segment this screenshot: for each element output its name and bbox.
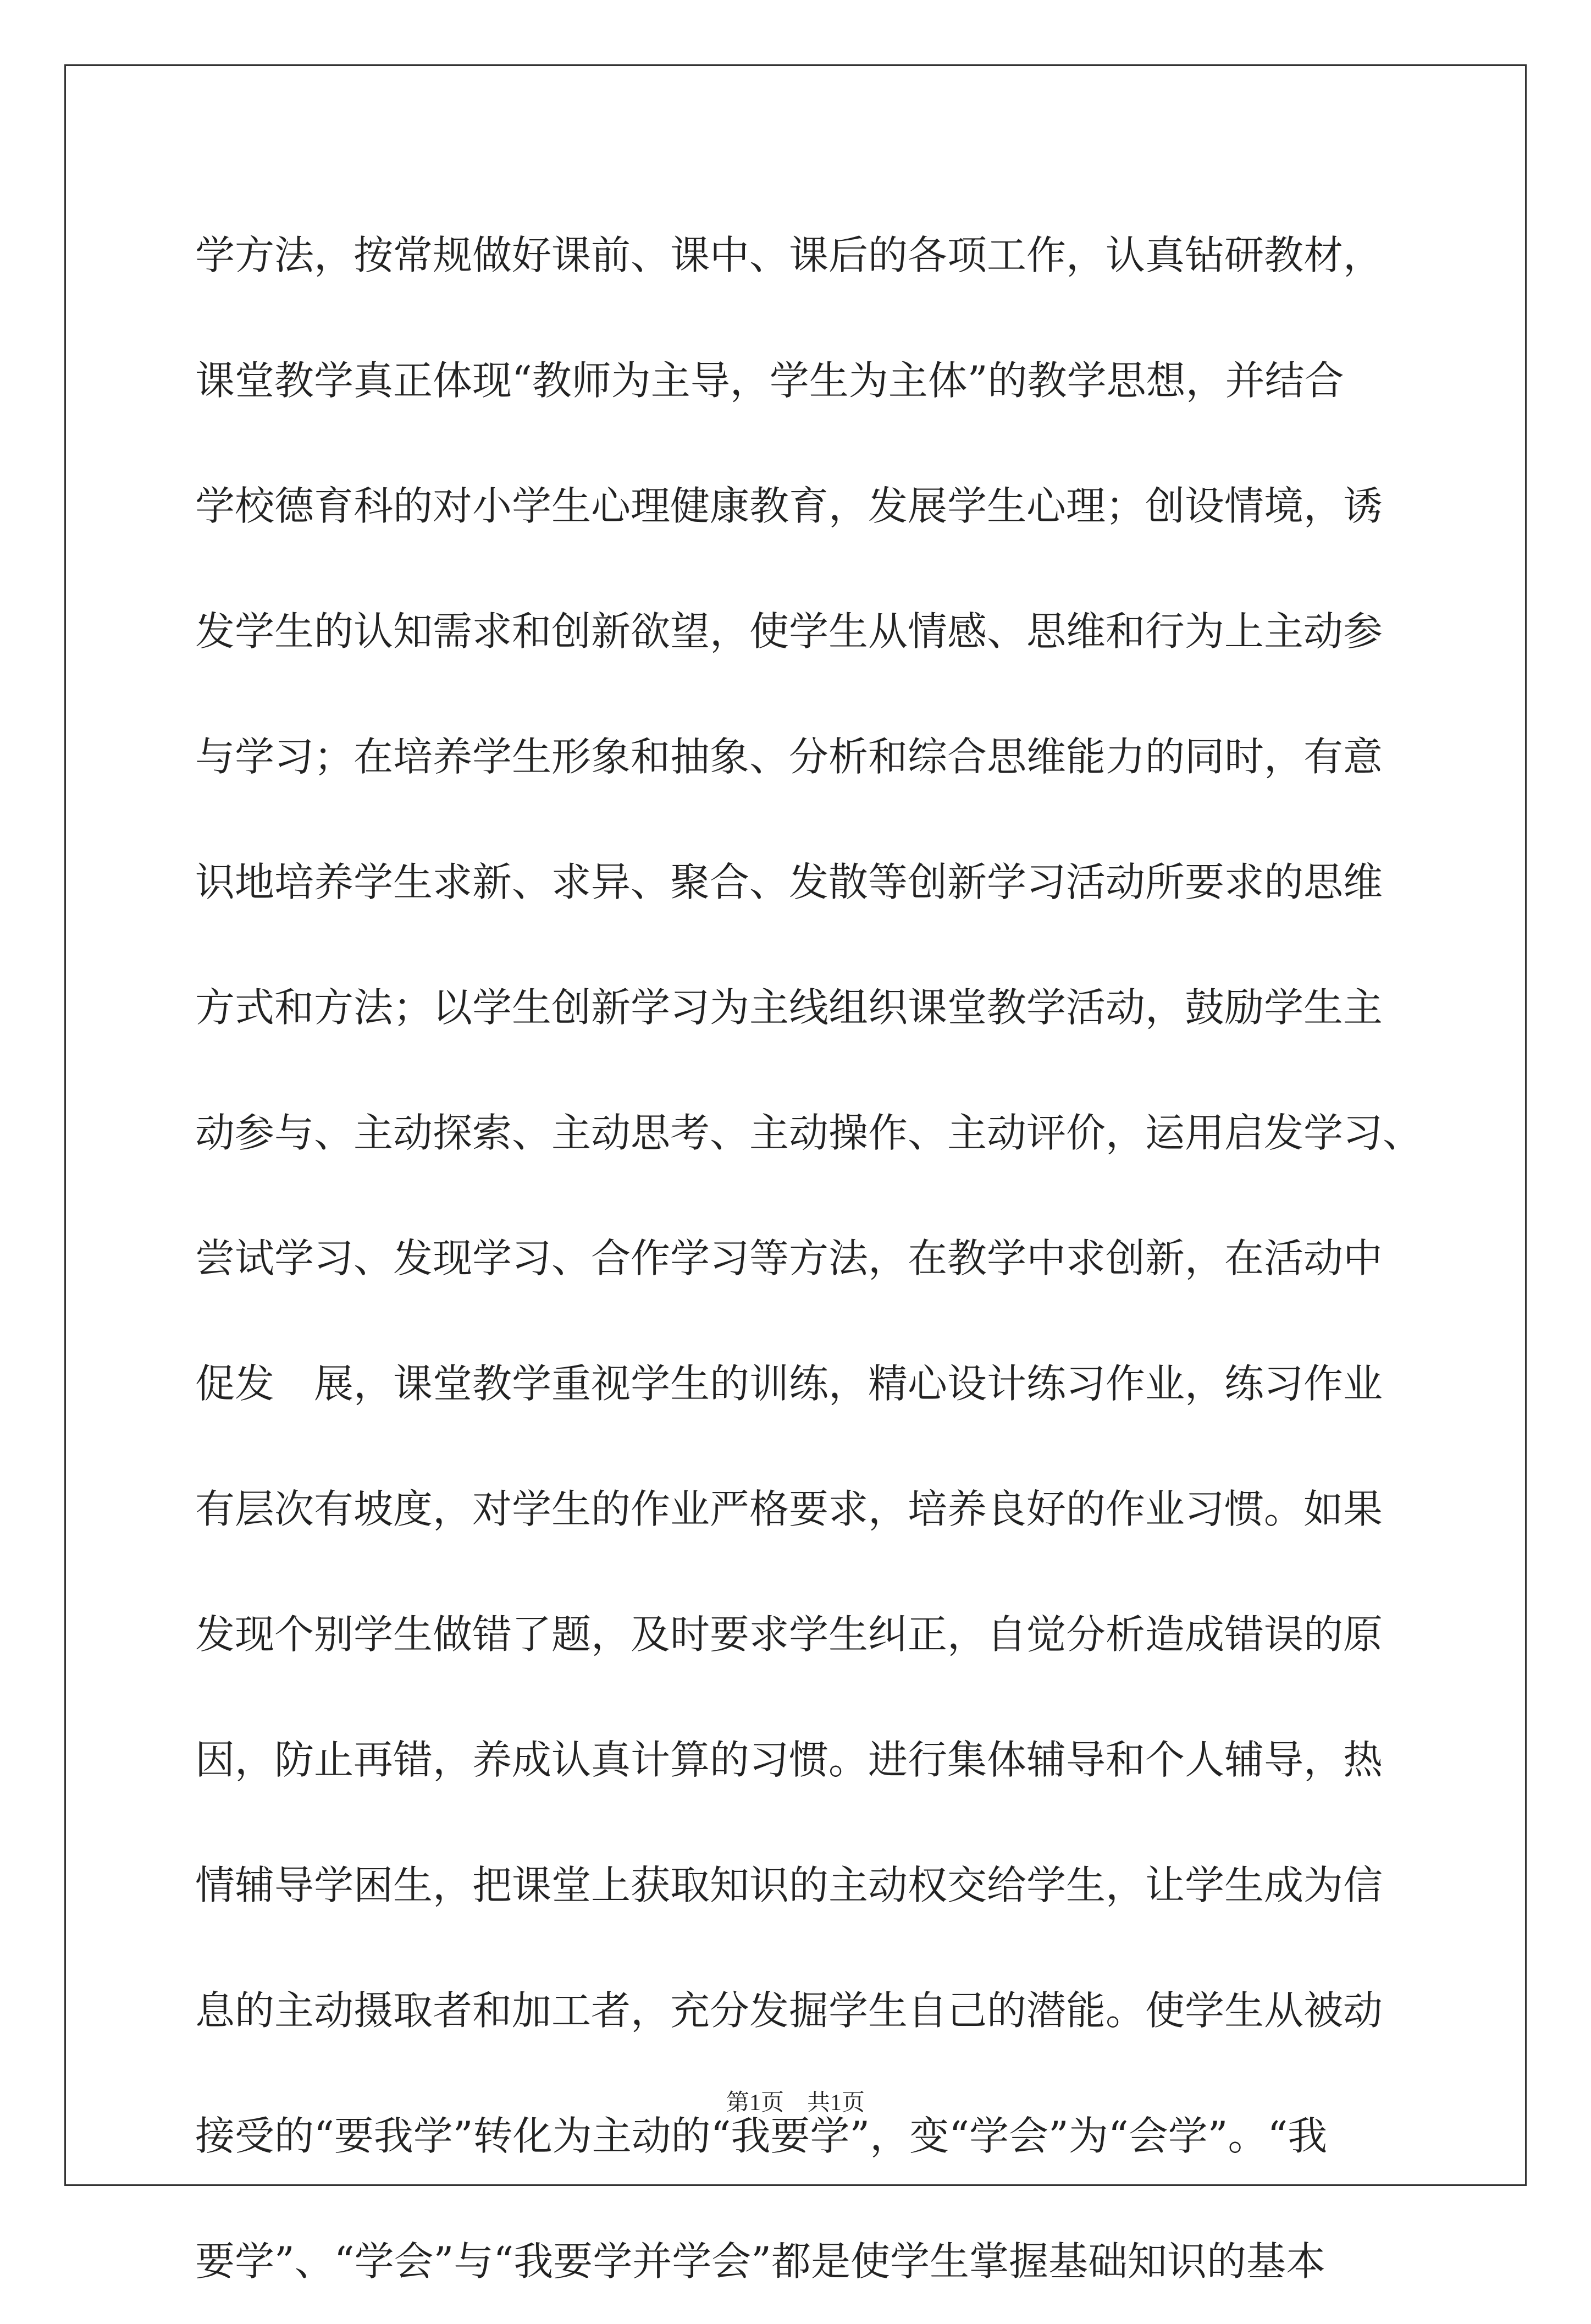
text-line: 学方法，按常规做好课前、课中、课后的各项工作，认真钻研教材， <box>195 232 1383 278</box>
text-line: 情辅导学困生，把课堂上获取知识的主动权交给学生，让学生成为信 <box>195 1862 1383 1908</box>
text-line: 学校德育科的对小学生心理健康教育，发展学生心理；创设情境，诱 <box>195 483 1383 529</box>
text-line: 因，防止再错，养成认真计算的习惯。进行集体辅导和个人辅导，热 <box>195 1737 1383 1783</box>
text-line: 要学”、“学会”与“我要学并学会”都是使学生掌握基础知识的基本 <box>195 2238 1326 2284</box>
text-line: 发学生的认知需求和创新欲望，使学生从情感、思维和行为上主动参 <box>195 608 1383 654</box>
text-line: 识地培养学生求新、求异、聚合、发散等创新学习活动所要求的思维 <box>195 859 1383 905</box>
text-line: 动参与、主动探索、主动思考、主动操作、主动评价，运用启发学习、 <box>195 1110 1423 1156</box>
text-line: 与学习；在培养学生形象和抽象、分析和综合思维能力的同时，有意 <box>195 734 1383 780</box>
text-line: 课堂教学真正体现“教师为主导，学生为主体”的教学思想，并结合 <box>195 357 1344 404</box>
text-line: 促发 展，课堂教学重视学生的训练，精心设计练习作业，练习作业 <box>195 1361 1383 1407</box>
document-body <box>195 192 1423 2324</box>
text-line: 接受的“要我学”转化为主动的“我要学”，变“学会”为“会学”。“我 <box>195 2113 1328 2159</box>
text-line: 方式和方法；以学生创新学习为主线组织课堂教学活动，鼓励学生主 <box>195 984 1383 1031</box>
text-line: 息的主动摄取者和加工者，充分发掘学生自己的潜能。使学生从被动 <box>195 1987 1383 2034</box>
text-line: 尝试学习、发现学习、合作学习等方法，在教学中求创新，在活动中 <box>195 1235 1383 1281</box>
text-line: 有层次有坡度，对学生的作业严格要求，培养良好的作业习惯。如果 <box>195 1486 1383 1532</box>
text-line: 发现个别学生做错了题，及时要求学生纠正，自觉分析造成错误的原 <box>195 1611 1383 1657</box>
page-number-footer: 第1页 共1页 <box>726 2090 865 2116</box>
